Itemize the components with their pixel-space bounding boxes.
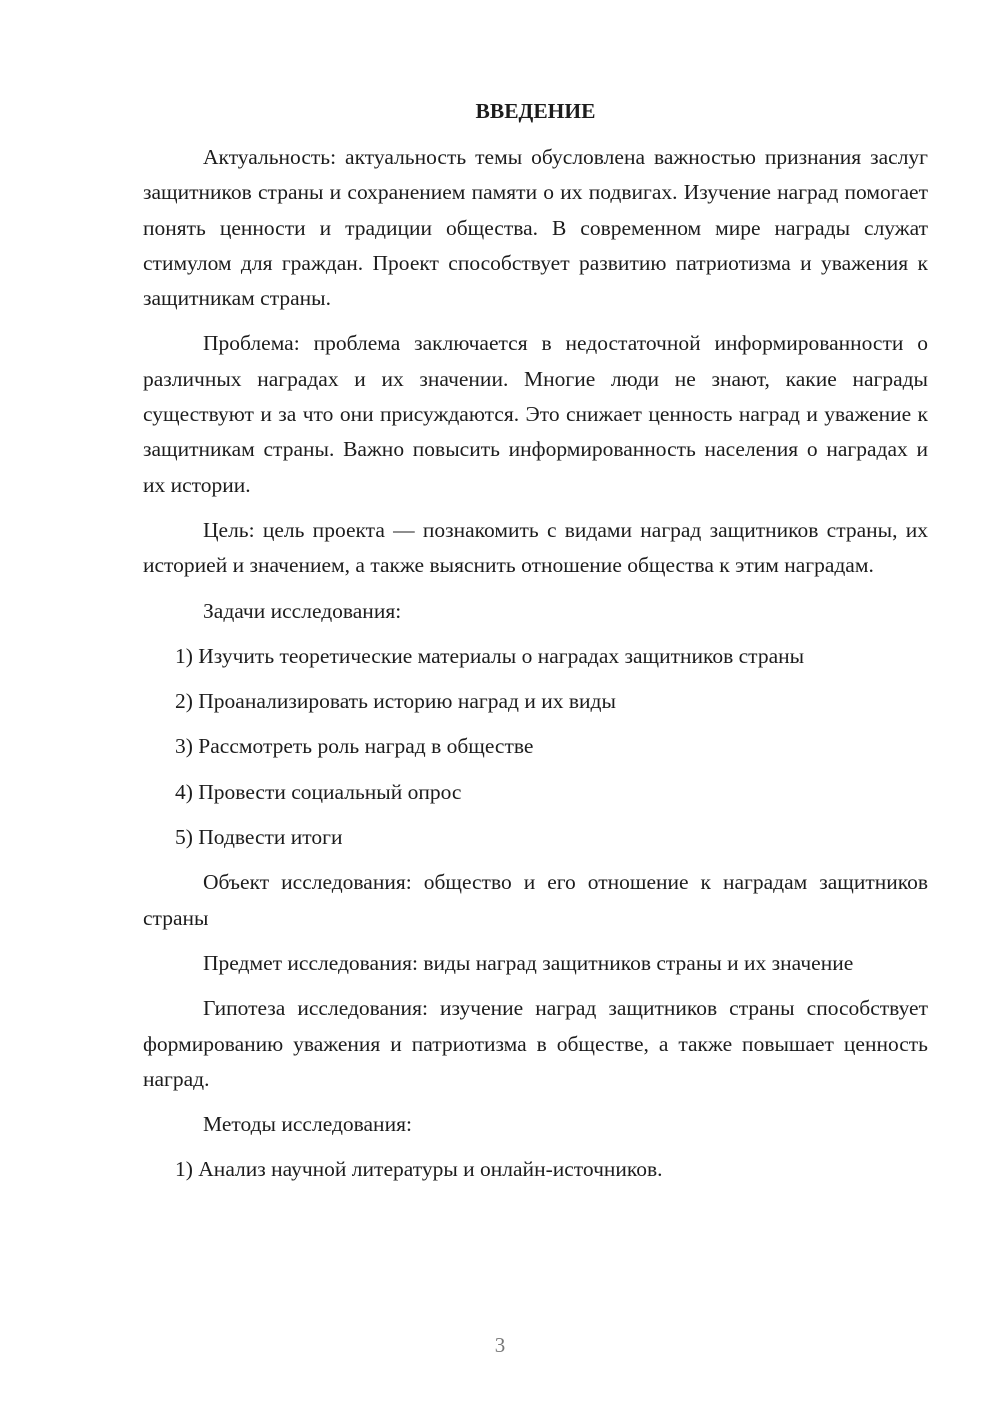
tasks-list <box>143 639 928 855</box>
tasks-heading: Задачи исследования: <box>203 598 402 623</box>
object-paragraph: Объект исследования: общество и его отношение к наградам защитников страны <box>143 870 928 930</box>
list-item: 1) Изучить теоретические материалы о наградах защитников страны <box>175 643 805 668</box>
hypothesis-paragraph: Гипотеза исследования: изучение наград защитников страны способствует формированию уважения и патриотизма в обществе, а также повышает ценность наград. <box>143 996 928 1091</box>
relevance-paragraph: Актуальность: актуальность темы обусловлена важностью признания заслуг защитников страны и сохранением памяти о их подвигах. Изучение наград помогает понять ценности и традиции общества. В современном мире награды служат стимулом для граждан. Проект способствует развитию патриотизма и уважения к защитникам страны. <box>143 145 928 311</box>
methods-heading: Методы исследования: <box>203 1112 412 1137</box>
list-item: 1) Анализ научной литературы и онлайн-источников. <box>175 1157 663 1182</box>
goal-paragraph: Цель: цель проекта — познакомить с видами наград защитников страны, их историей и значением, а также выяснить отношение общества к этим наградам. <box>143 517 928 578</box>
section-heading: ВВЕДЕНИЕ <box>475 99 596 123</box>
subject-paragraph: Предмет исследования: виды наград защитников страны и их значение <box>203 950 854 975</box>
list-item: 3) Рассмотреть роль наград в обществе <box>175 734 534 759</box>
list-item: 4) Провести социальный опрос <box>175 779 462 804</box>
page-number: 3 <box>494 1333 506 1357</box>
list-item: 5) Подвести итоги <box>175 825 343 850</box>
list-item: 2) Проанализировать историю наград и их виды <box>175 689 616 714</box>
document-page <box>143 96 928 1198</box>
methods-list <box>143 1152 928 1187</box>
problem-paragraph: Проблема: проблема заключается в недостаточной информированности о различных наградах и их значении. Многие люди не знают, какие награды существуют и за что они присуждаются. Это снижает ценность наград и уважение к защитникам страны. Важно повысить информированность населения о наградах и их истории. <box>143 331 928 497</box>
